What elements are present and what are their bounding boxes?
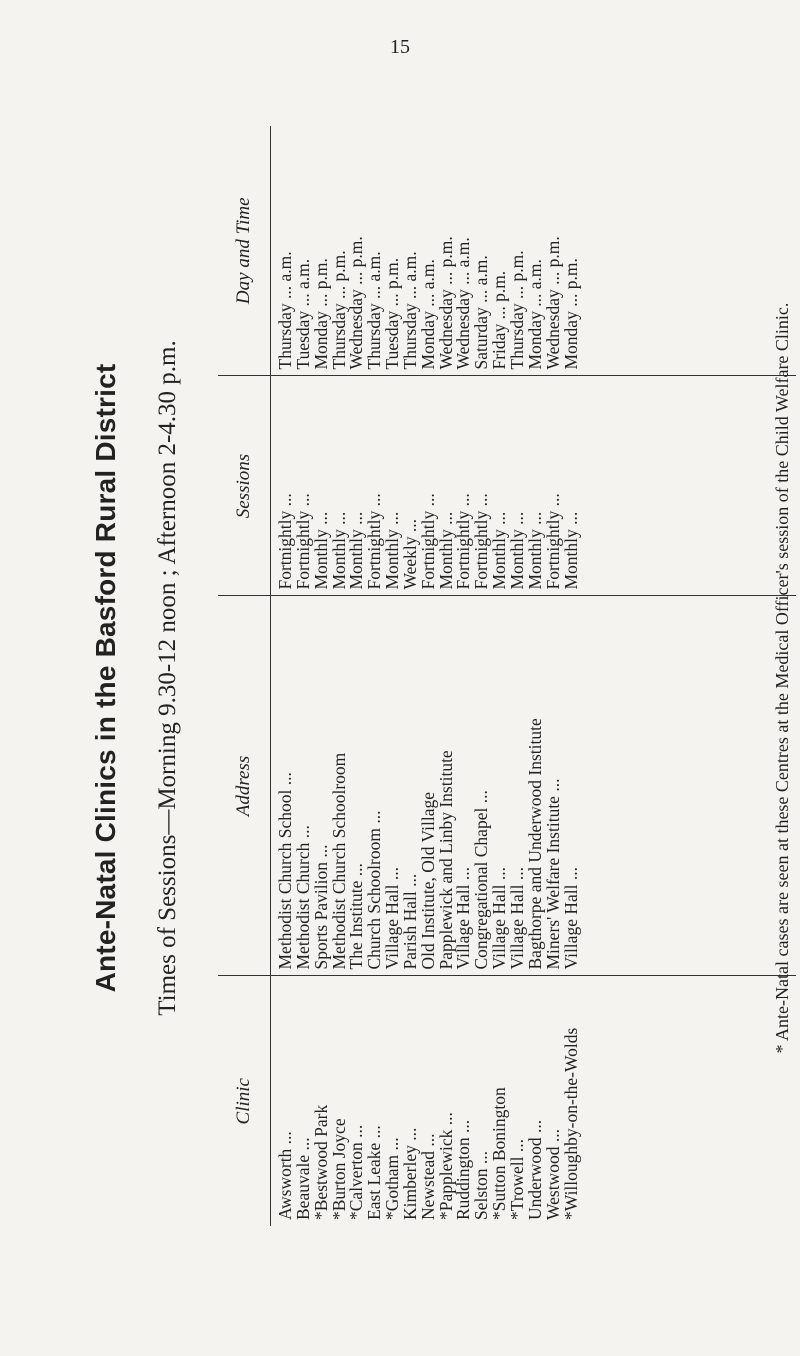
- clinic-name: Newstead ...: [417, 1133, 438, 1220]
- clinic-name: Selston ...: [471, 1150, 492, 1220]
- sessions-cell: Monthly ...: [489, 511, 510, 590]
- clinic-name: *Burton Joyce: [328, 1118, 349, 1220]
- sessions-column: [271, 376, 797, 596]
- address-cell: Village Hall ...: [382, 867, 403, 970]
- address-column: [271, 596, 797, 976]
- clinic-name: *Papplewick ...: [435, 1112, 456, 1220]
- table-body: [271, 126, 797, 1226]
- address-cell: Village Hall ...: [489, 867, 510, 970]
- day-time-cell: Monday ... p.m.: [560, 258, 581, 370]
- address-cell: Bagthorpe and Underwood Institute: [524, 718, 545, 970]
- sessions-cell: Monthly ...: [524, 511, 545, 590]
- sessions-cell: Fortnightly ...: [453, 493, 474, 590]
- page-title: Ante-Natal Clinics in the Basford Rural District: [90, 363, 121, 993]
- day-time-cell: Tuesday ... p.m.: [382, 257, 403, 370]
- clinic-name: Awsworth ...: [275, 1131, 295, 1220]
- header-clinic: Clinic: [233, 1078, 254, 1125]
- sessions-cell: Monthly ...: [506, 511, 527, 590]
- address-cell: Methodist Church Schoolroom: [328, 752, 349, 970]
- address-cell: The Institute ...: [346, 863, 367, 970]
- sessions-cell: Fortnightly ...: [542, 493, 563, 590]
- clinic-name: Kimberley ...: [399, 1127, 420, 1220]
- clinic-name: East Leake ...: [364, 1125, 385, 1220]
- clinic-name: Beauvale ...: [292, 1137, 313, 1220]
- address-cell: Village Hall ...: [506, 867, 527, 970]
- clinic-name: *Calverton ...: [346, 1124, 367, 1220]
- clinic-name: *Sutton Bonington: [489, 1087, 510, 1220]
- clinic-name: *Bestwood Park: [310, 1104, 331, 1220]
- sessions-cell: Monthly ...: [310, 511, 331, 590]
- address-cell: Methodist Church ...: [292, 825, 313, 970]
- day-time-cell: Thursday ... p.m.: [506, 250, 527, 370]
- sessions-cell: Monthly ...: [328, 511, 349, 590]
- sessions-cell: Fortnightly ...: [471, 493, 492, 590]
- address-cell: Old Institute, Old Village: [417, 792, 438, 970]
- address-cell: Village Hall ...: [560, 867, 581, 970]
- session-times-subtitle: Times of Sessions—Morning 9.30-12 noon ; Afternoon 2-4.30 p.m.: [154, 340, 181, 1016]
- table-header-row: [218, 126, 271, 1226]
- sessions-cell: Monthly ...: [346, 511, 367, 590]
- day-time-cell: Wednesday ... p.m.: [435, 236, 456, 370]
- address-cell: Papplewick and Linby Institute: [435, 750, 456, 970]
- day-time-cell: Thursday ... a.m.: [399, 251, 420, 370]
- sessions-cell: Weekly ...: [399, 518, 420, 590]
- sessions-cell: Fortnightly ...: [275, 493, 295, 590]
- day-time-cell: Monday ... p.m.: [310, 258, 331, 370]
- page-number: 15: [390, 36, 410, 58]
- footnote: * Ante-Natal cases are seen at these Centres at the Medical Officer's session of the Child Welfare Clinic.: [772, 302, 792, 1054]
- address-cell: Methodist Church School ...: [275, 772, 295, 970]
- day-time-cell: Wednesday ... a.m.: [453, 237, 474, 370]
- sessions-cell: Fortnightly ...: [417, 493, 438, 590]
- address-cell: Sports Pavilion ...: [310, 844, 331, 970]
- day-time-cell: Wednesday ... p.m.: [346, 236, 367, 370]
- day-time-cell: Saturday ... a.m.: [471, 255, 492, 370]
- clinic-schedule-table: [218, 126, 796, 1226]
- clinic-name: *Gotham ...: [382, 1137, 403, 1220]
- address-cell: Church Schoolroom ...: [364, 810, 385, 970]
- day-time-column: [271, 126, 797, 376]
- day-time-cell: Wednesday ... p.m.: [542, 236, 563, 370]
- address-cell: Miners' Welfare Institute ...: [542, 778, 563, 970]
- clinic-name: *Trowell ...: [506, 1138, 527, 1220]
- clinic-column: [271, 976, 797, 1226]
- sessions-cell: Monthly ...: [560, 511, 581, 590]
- header-sessions: Sessions: [218, 376, 271, 596]
- day-time-cell: Monday ... a.m.: [417, 259, 438, 370]
- day-time-cell: Thursday ... a.m.: [364, 251, 385, 370]
- sessions-cell: Monthly ...: [435, 511, 456, 590]
- day-time-cell: Friday ... p.m.: [489, 270, 510, 370]
- header-day-time: Day and Time: [218, 126, 271, 376]
- sessions-cell: Fortnightly ...: [292, 493, 313, 590]
- address-cell: Parish Hall ...: [399, 873, 420, 970]
- sessions-cell: Monthly ...: [382, 511, 403, 590]
- clinic-name: Westwood ...: [542, 1129, 563, 1220]
- address-cell: Village Hall ...: [453, 867, 474, 970]
- day-time-cell: Tuesday ... a.m.: [292, 258, 313, 370]
- day-time-cell: Thursday ... a.m.: [275, 251, 295, 370]
- header-address: Address: [218, 596, 271, 976]
- sessions-cell: Fortnightly ...: [364, 493, 385, 590]
- day-time-cell: Thursday ... p.m.: [328, 250, 349, 370]
- address-cell: Congregational Chapel ...: [471, 790, 492, 970]
- clinic-name: Underwood ...: [524, 1119, 545, 1220]
- day-time-cell: Monday ... a.m.: [524, 259, 545, 370]
- clinic-name: *Willoughby-on-the-Wolds: [560, 1027, 581, 1220]
- clinic-name: Ruddington ...: [453, 1119, 474, 1220]
